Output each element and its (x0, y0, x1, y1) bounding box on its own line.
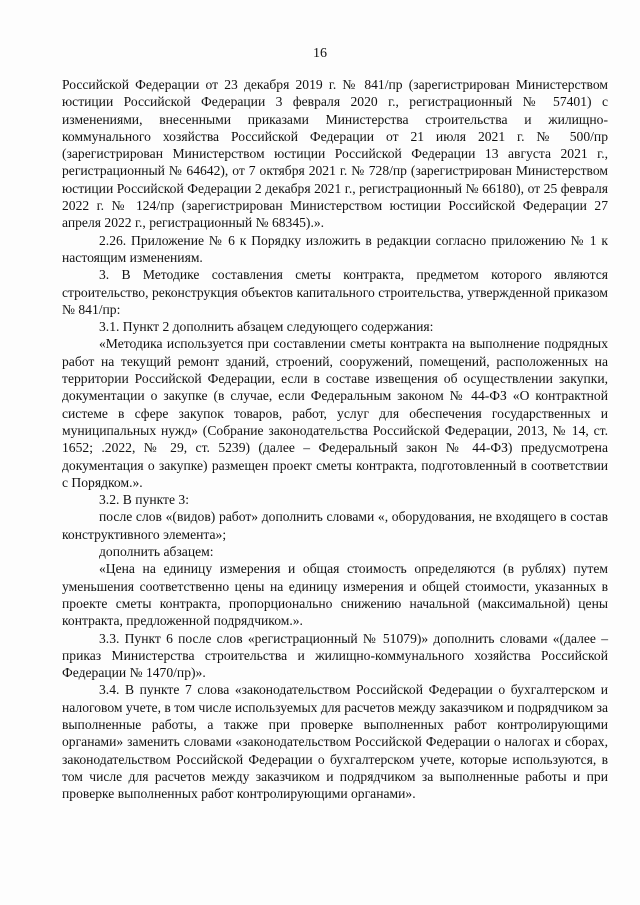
paragraph-3-2-quote: «Цена на единицу измерения и общая стоимость определяются (в рублях) путем уменьшения соответственно цены на единицу измерения и общей стоимости, указанных в проекте сметы контракта, пропорционально снижению начальной (максимальной) цены контракта, предложенной подрядчиком.». (62, 561, 608, 629)
page-number: 16 (313, 46, 327, 61)
paragraph-3-2-words: после слов «(видов) работ» дополнить словами «, оборудования, не входящего в состав конструктивного элемента»; (62, 509, 608, 542)
paragraph-continuation: Российской Федерации от 23 декабря 2019 г. № 841/пр (зарегистрирован Министерством юстиции Российской Федерации 3 февраля 2020 г., регистрационный № 57401) с изменениями, внесенными приказами Министерства строительства и жилищно-коммунального хозяйства Российской Федерации от 21 июля 2021 г. № 500/пр (зарегистрирован Министерством юстиции Российской Федерации 13 августа 2021 г., регистрационный № 64642), от 7 октября 2021 г. № 728/пр (зарегистрирован Министерством юстиции Российской Федерации 2 декабря 2021 г., регистрационный № 66180), от 25 февраля 2022 г. № 124/пр (зарегистрирован Министерством юстиции Российской Федерации 27 апреля 2022 г., регистрационный № 68345).». (62, 77, 608, 231)
paragraph-3-1-quote: «Методика используется при составлении сметы контракта на выполнение подрядных работ на текущий ремонт зданий, строений, сооружений, помещений, расположенных на территории Российской Федерации, если в составе извещения об осуществлении закупки, документации о закупке (в случае, если Федеральным законом № 44-ФЗ «О контрактной системе в сфере закупок товаров, работ, услуг для обеспечения государственных и муниципальных нужд» (Собрание законодательства Российской Федерации, 2013, № 14, ст. 1652; .2022, № 29, ст. 5239) (далее – Федеральный закон № 44-ФЗ) предусмотрена документация о закупке) размещен проект сметы контракта, подготовленный в соответствии с Порядком.». (62, 336, 608, 490)
paragraph-3-2-add: дополнить абзацем: (99, 544, 214, 560)
paragraph-3-1: 3.1. Пункт 2 дополнить абзацем следующего содержания: (99, 319, 434, 335)
paragraph-3-4: 3.4. В пункте 7 слова «законодательством Российской Федерации о бухгалтерском и налоговом учете, в том числе используемых для расчетов между заказчиком и подрядчиком за выполненные работы, а также при проверке выполненных работ контролирующими органами» заменить словами «законодательством Российской Федерации о налогах и сборах, законодательством Российской Федерации о бухгалтерском учете, которые используются, в том числе для расчетов между заказчиком и подрядчиком за выполненные работы и при проверке выполненных работ контролирующими органами». (62, 682, 608, 802)
document-body (62, 76, 608, 802)
paragraph-3-2: 3.2. В пункте 3: (99, 492, 189, 508)
paragraph-3-3: 3.3. Пункт 6 после слов «регистрационный № 51079)» дополнить словами «(далее – приказ Министерства строительства и жилищно-коммунального хозяйства Российской Федерации № 1470/пр)». (62, 630, 608, 681)
paragraph-3: 3. В Методике составления сметы контракта, предметом которого являются строительство, реконструкция объектов капитального строительства, утвержденной приказом № 841/пр: (62, 267, 608, 317)
paragraph-2-26: 2.26. Приложение № 6 к Порядку изложить в редакции согласно приложению № 1 к настоящим изменениям. (62, 232, 608, 265)
